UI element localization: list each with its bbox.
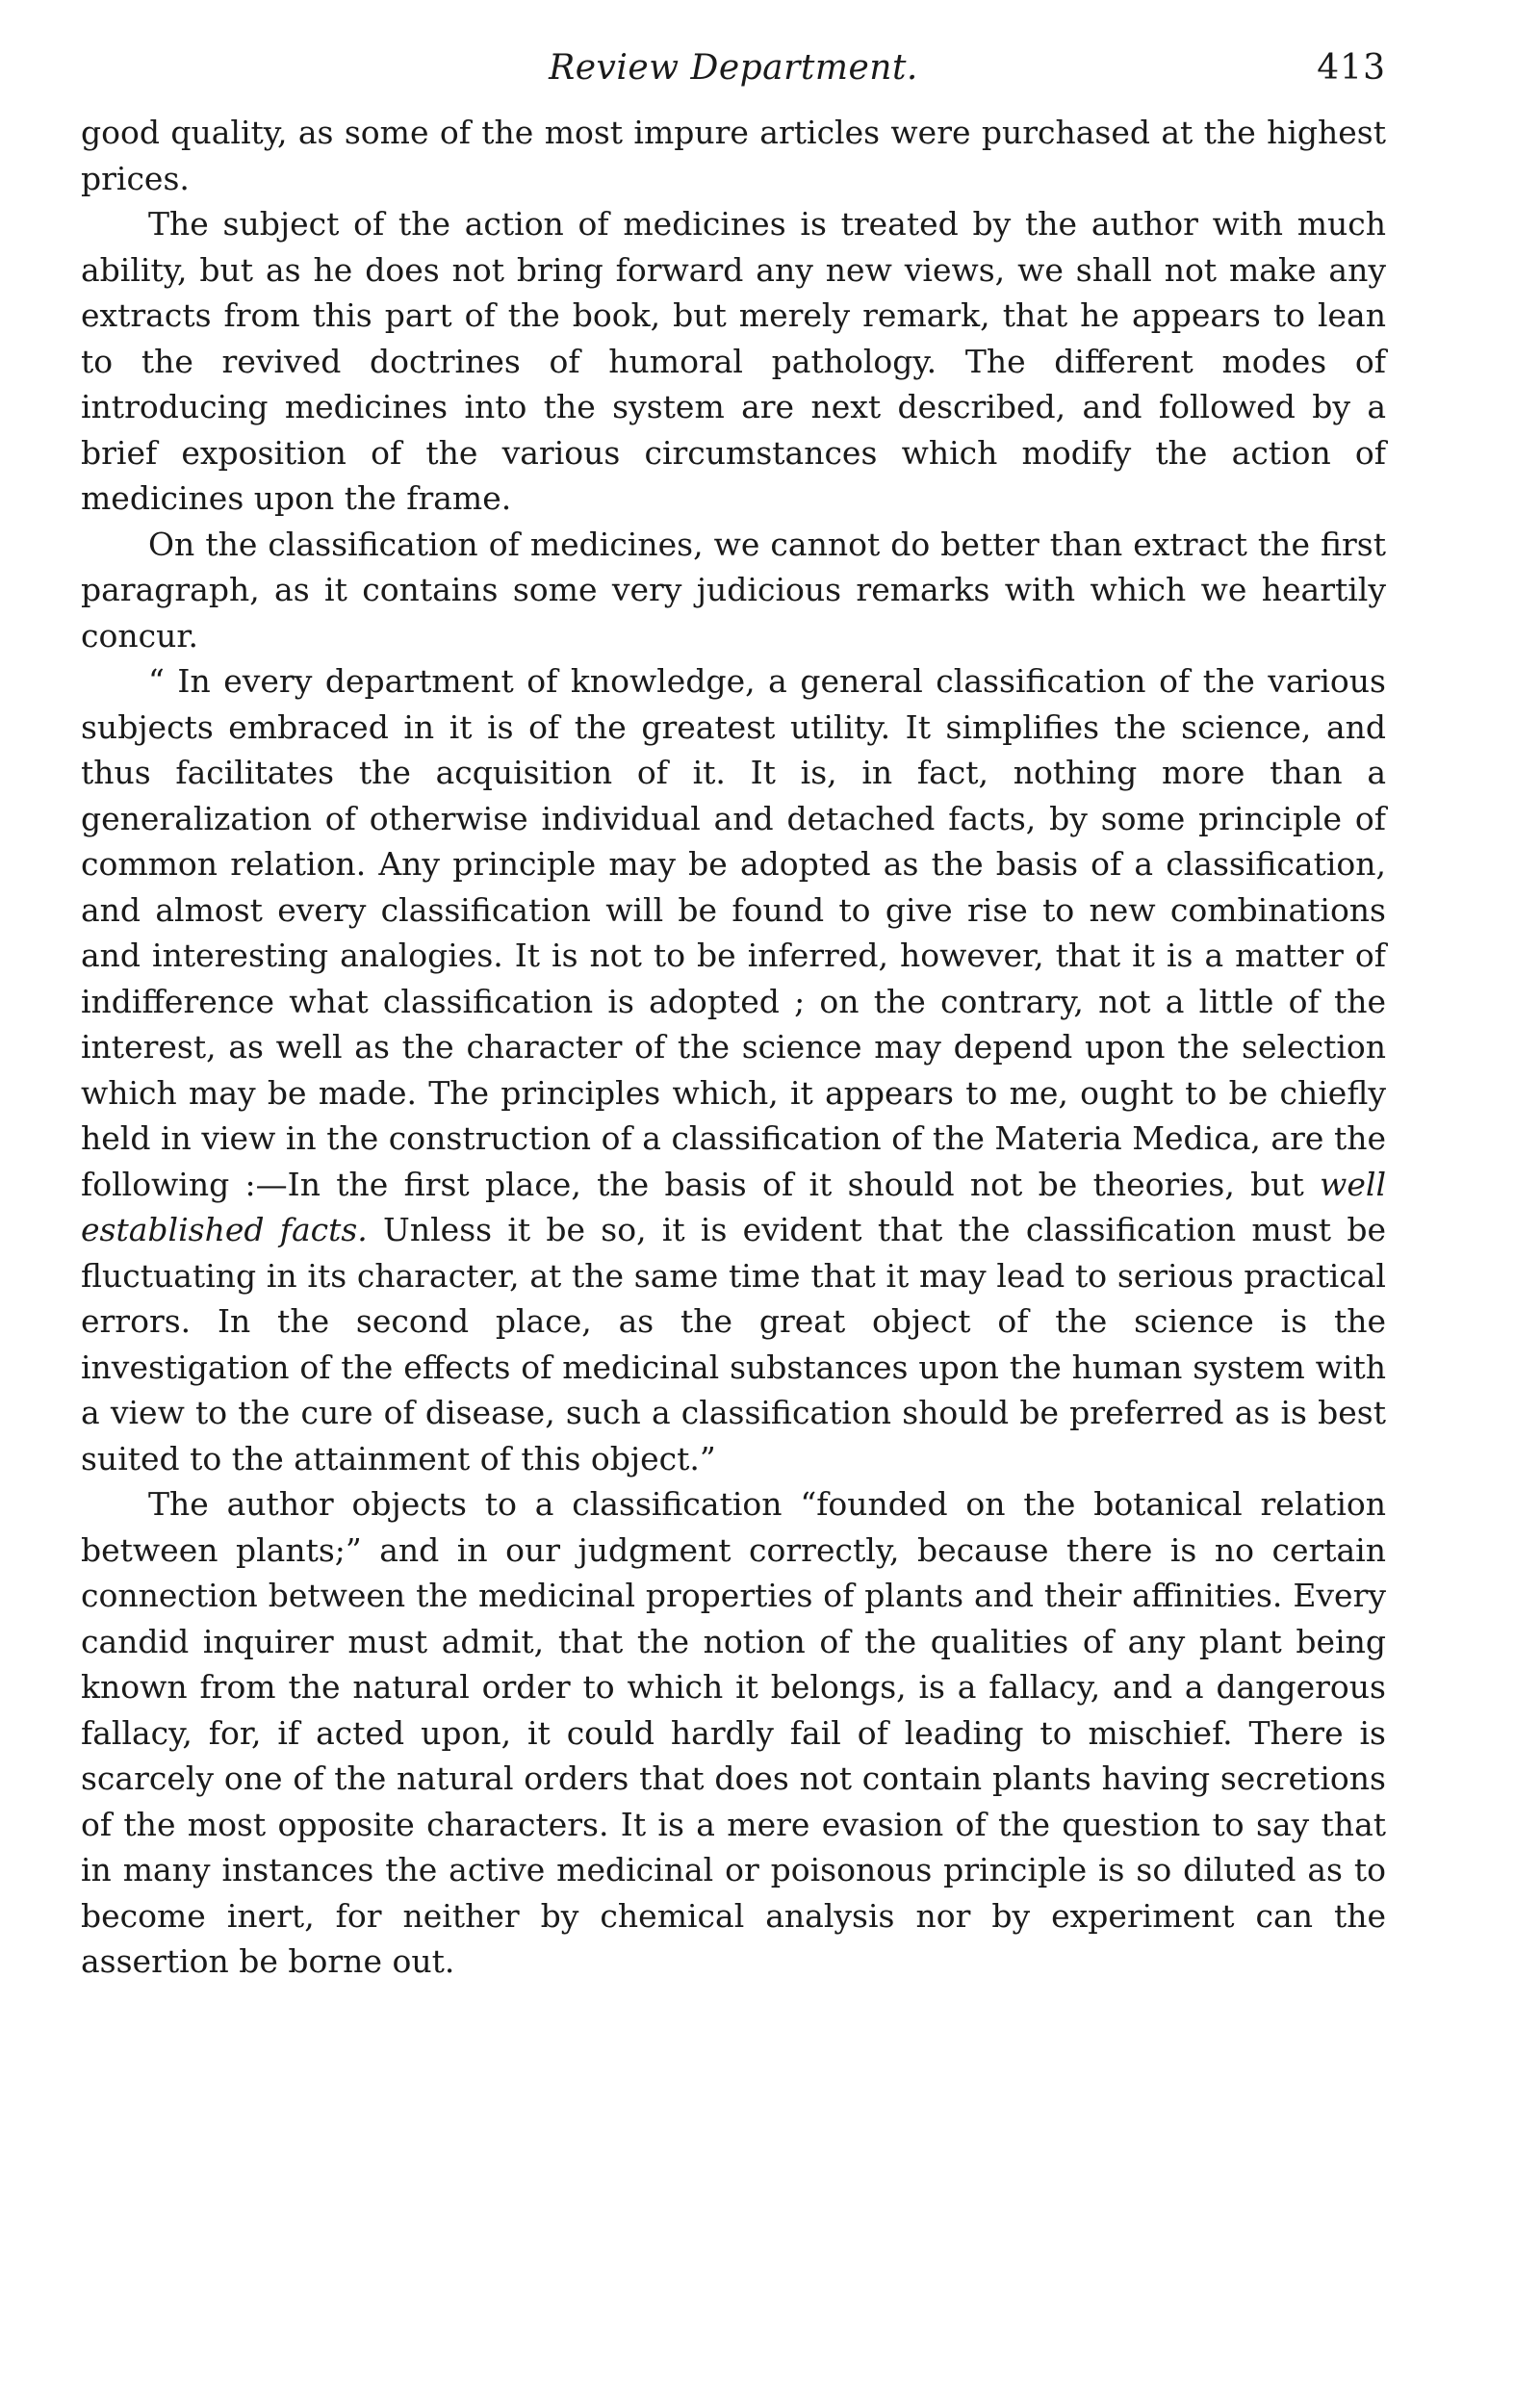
page (81, 39, 1386, 1985)
paragraph-quotation (81, 658, 1386, 1481)
paragraph-botanical-objection: The author objects to a classification “founded on the botanical relation between plants;” and in our judgment correctly, because there is no certain connection between the medicinal properties of plants and their affinities. Every candid inquirer must admit, that the notion of the qualities of any plant being known from the natural order to which it belongs, is a fallacy, and a dangerous fallacy, for, if acted upon, it could hardly fail of leading to mischief. There is scarcely one of the natural orders that does not contain plants having secretions of the most opposite characters. It is a mere evasion of the question to say that in many instances the active medicinal or poisonous principle is so diluted as to become inert, for neither by chemical analysis nor by experiment can the assertion be borne out. (81, 1485, 1386, 1980)
running-head (81, 39, 1386, 96)
paragraph-classification-intro: On the classification of medicines, we cannot do better than extract the first paragraph, as it contains some very judicious remarks with which we heartily concur. (81, 525, 1386, 655)
quotation-italic-phrase: well established facts. (81, 1165, 1386, 1248)
running-title: Review Department. (549, 48, 918, 88)
paragraph-action-of-medicines: The subject of the action of medicines is treated by the author with much ability, but as he does not bring forward any new views, we shall not make any extracts from this part of the book, but merely remark, that he appears to lean to the revived doctrines of humoral pathology. The different modes of introducing medicines into the system are next described, and followed by a brief exposition of the various circumstances which modify the action of medicines upon the frame. (81, 205, 1386, 517)
page-number: 413 (1317, 48, 1386, 88)
quotation-text-start: “ In every department of knowledge, a general classification of the various subjects embraced in it is of the greatest utility. It simplifies the science, and thus facilitates the acquisition of it. It is, in fact, nothing more than a generalization of otherwise individual and detached facts, by some principle of common relation. Any principle may be adopted as the basis of a classification, and almost every classification will be found to give rise to new combinations and interesting analogies. It is not to be inferred, however, that it is a matter of indifference what classification is adopted ; on the contrary, not a little of the interest, as well as the character of the science may depend upon the selection which may be made. The principles which, it appears to me, ought to be chiefly held in view in the construction of a classification of the Materia Medica, are the following :—In the first place, the basis of it should not be theories, but (81, 662, 1386, 1203)
paragraph-continuation: good quality, as some of the most impure articles were purchased at the highest prices. (81, 114, 1386, 197)
article-body (81, 110, 1386, 1985)
quotation-text-end: Unless it be so, it is evident that the classification must be fluctuating in its character, at the same time that it may lead to serious practical errors. In the second place, as the great object of the science is the investigation of the effects of medicinal substances upon the human system with a view to the cure of disease, such a classification should be preferred as is best suited to the attainment of this object.” (81, 1211, 1386, 1477)
